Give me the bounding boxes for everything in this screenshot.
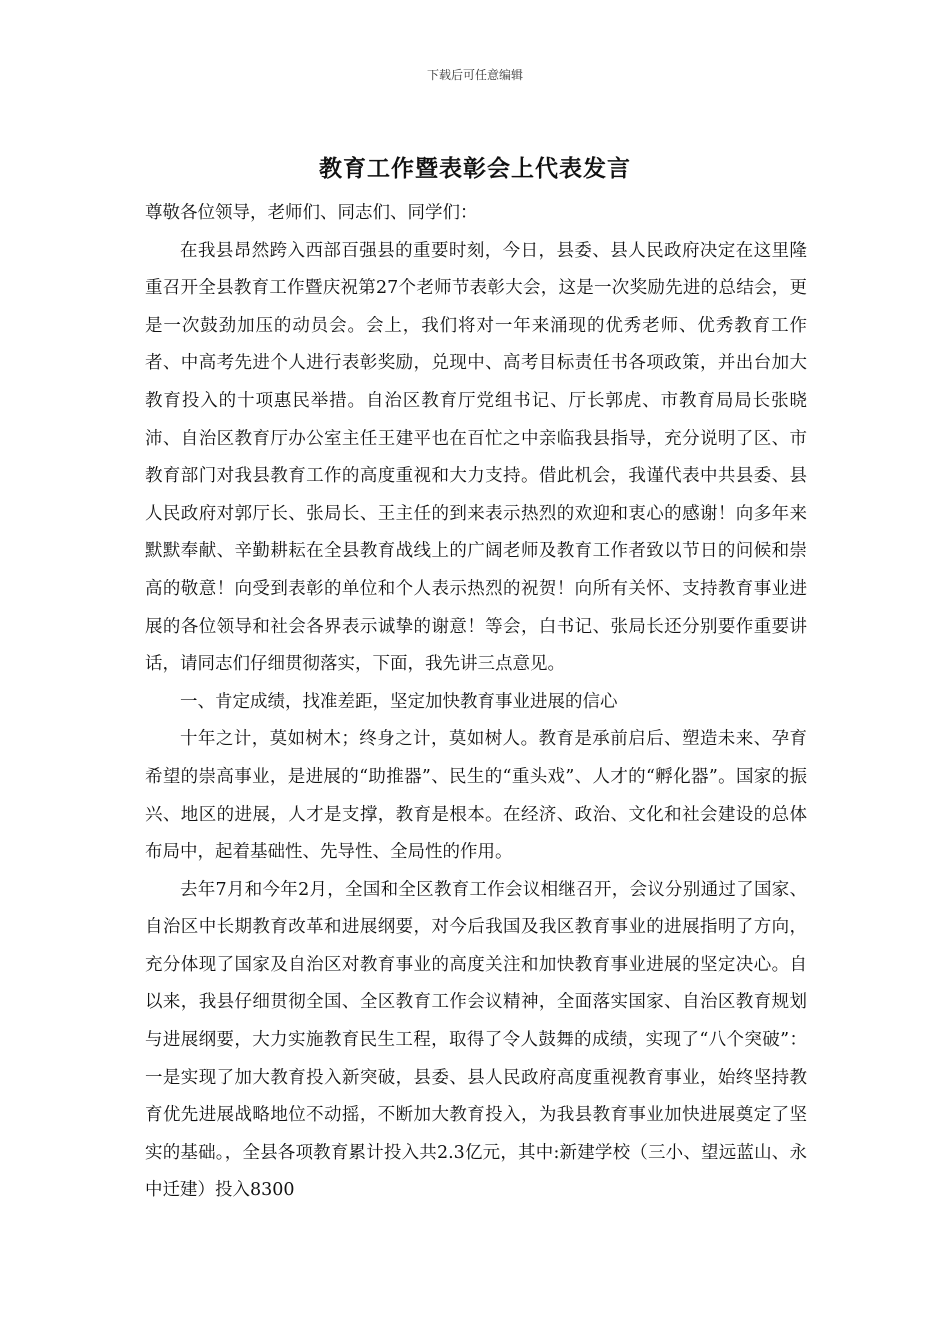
paragraph-opening: 在我县昂然跨入西部百强县的重要时刻，今日，县委、县人民政府决定在这里隆重召开全县教育工作暨庆祝第27个老师节表彰大会，这是一次奖励先进的总结会，更是一次鼓劲加压的动员会。会上，我们将对一年来涌现的优秀老师、优秀教育工作者、中高考先进个人进行表彰奖励，兑现中、高考目标责任书各项政策，并出台加大教育投入的十项惠民举措。自治区教育厅党组书记、厅长郭虎、市教育局局长张晓沛、自治区教育厅办公室主任王建平也在百忙之中亲临我县指导，充分说明了区、市教育部门对我县教育工作的高度重视和大力支持。借此机会，我谨代表中共县委、县人民政府对郭厅长、张局长、王主任的到来表示热烈的欢迎和衷心的感谢！向多年来默默奉献、辛勤耕耘在全县教育战线上的广阔老师及教育工作者致以节日的问候和崇高的敬意！向受到表彰的单位和个人表示热烈的祝贺！向所有关怀、支持教育事业进展的各位领导和社会各界表示诚挚的谢意！等会，白书记、张局长还分别要作重要讲话，请同志们仔细贯彻落实，下面，我先讲三点意见。 [145,240,807,675]
salutation: 尊敬各位领导，老师们、同志们、同学们： [145,203,478,223]
document-title: 教育工作暨表彰会上代表发言 [319,156,631,182]
header-note: 下载后可任意编辑 [426,68,523,82]
paragraph-education-importance: 十年之计，莫如树木；终身之计，莫如树人。教育是承前启后、塑造未来、孕育希望的崇高事业，是进展的“助推器”、民生的“重头戏”、人才的“孵化器”。国家的振兴、地区的进展，人才是支撑，教育是根本。在经济、政治、文化和社会建设的总体布局中，起着基础性、先导性、全局性的作用。 [145,729,807,863]
paragraph-achievements: 去年7月和今年2月，全国和全区教育工作会议相继召开，会议分别通过了国家、自治区中长期教育改革和进展纲要，对今后我国及我区教育事业的进展指明了方向，充分体现了国家及自治区对教育事业的高度关注和加快教育事业进展的坚定决心。自以来，我县仔细贯彻全国、全区教育工作会议精神，全面落实国家、自治区教育规划与进展纲要，大力实施教育民生工程，取得了令人鼓舞的成绩，实现了“八个突破”：一是实现了加大教育投入新突破，县委、县人民政府高度重视教育事业，始终坚持教育优先进展战略地位不动摇，不断加大教育投入，为我县教育事业加快进展奠定了坚实的基础。，全县各项教育累计投入共2.3亿元，其中:新建学校（三小、望远蓝山、永中迁建）投入8300 [145,879,807,1201]
document-body [145,195,807,1210]
section-heading-1: 一、肯定成绩，找准差距，坚定加快教育事业进展的信心 [180,691,618,712]
